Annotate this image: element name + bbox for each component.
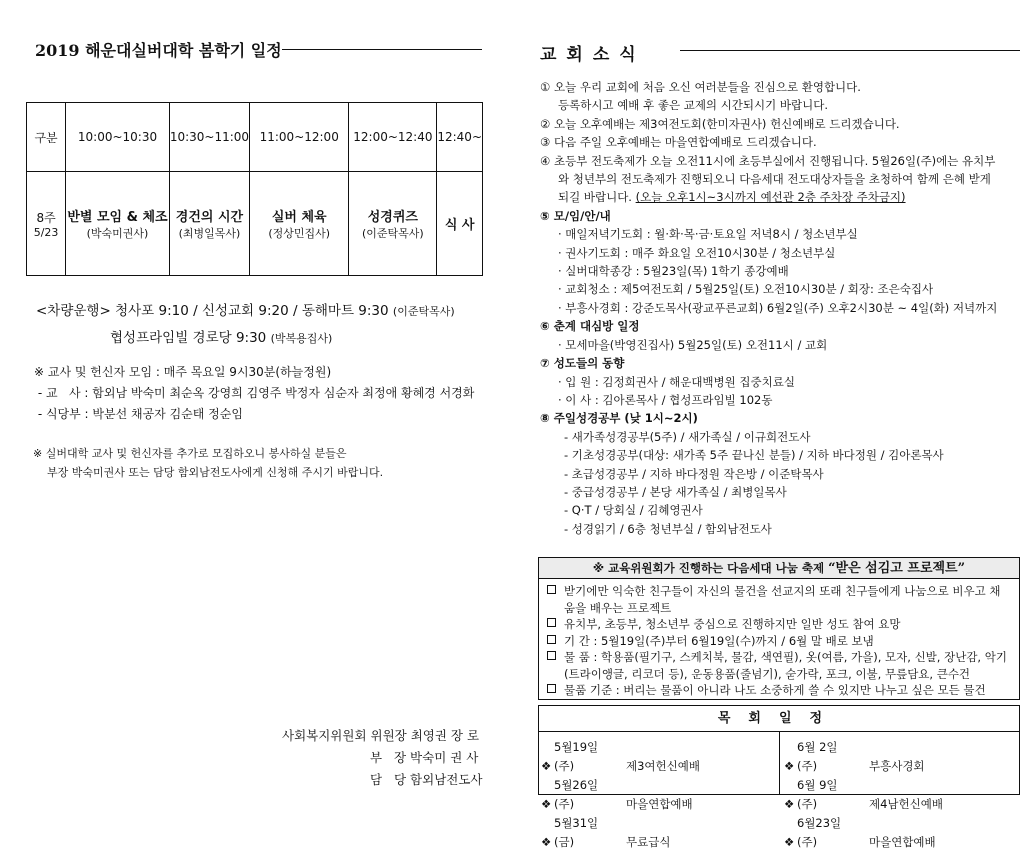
- news-item-text: 되길 바랍니다.: [558, 190, 636, 205]
- news-item-text: - 중급성경공부 / 본당 새가족실 / 최병일목사: [564, 484, 787, 499]
- news-item: [540, 483, 1020, 501]
- news-item-text: - 초급성경공부 / 지하 바다정원 작은방 / 이준탁목사: [564, 466, 824, 481]
- news-item-text: ⑤ 모/임/안/내: [540, 208, 611, 223]
- news-item-text: · 모세마을(박영진집사) 5월25일(토) 오전11시 / 교회: [558, 337, 828, 352]
- news-item-text: · 권사기도회 : 매주 화요일 오전10시30분 / 청소년부실: [558, 245, 836, 260]
- pastoral-event: 무료급식: [626, 835, 671, 849]
- news-item-text: ⑥ 춘계 대심방 일정: [540, 319, 640, 334]
- news-item: [540, 96, 1020, 114]
- shuttle-driver: (박복용집사): [270, 332, 333, 345]
- committee-signers: [282, 725, 483, 791]
- session-leader: (박숙미권사): [86, 227, 149, 240]
- header-cell: 10:00~10:30: [66, 103, 170, 172]
- header-cell: 12:40~: [437, 103, 483, 172]
- flower-bullet-icon: ❖: [541, 759, 552, 773]
- volunteer-info: [34, 362, 474, 425]
- news-item: [540, 391, 1020, 409]
- shuttle-route: 협성프라임빌 경로당 9:30: [110, 330, 267, 346]
- flower-bullet-icon: ❖: [784, 797, 795, 811]
- pastoral-date: 5월26일(주): [554, 778, 599, 811]
- session-title: 성경퀴즈: [367, 210, 418, 225]
- news-item: [540, 317, 1020, 335]
- recruit-line: ※ 실버대학 교사 및 헌신자를 추가로 모집하오니 봉사하실 분들은: [33, 447, 347, 460]
- festival-line-text: 받기에만 익숙한 친구들이 자신의 물건을 선교지의 또래 친구들에게 나눔으로 비우고 채: [564, 584, 1001, 598]
- session-leader: (정상민집사): [268, 227, 331, 240]
- news-item-text: · 교회청소 : 제5여전도회 / 5월25일(토) 오전10시30분 / 회장: 조은숙집사: [558, 282, 934, 297]
- pastoral-event: 제3여헌신예배: [626, 759, 700, 773]
- news-item-text: · 매일저녁기도회 : 월·화·목·금·토요일 저녁8시 / 청소년부실: [558, 227, 858, 242]
- session-cell: [437, 172, 483, 276]
- news-item: [540, 409, 1020, 427]
- signer-line: 사회복지위원회 위원장 최영권 장 로: [282, 728, 480, 743]
- session-leader: (최병일목사): [178, 227, 241, 240]
- recruit-notice: [33, 444, 383, 482]
- news-item: [540, 336, 1020, 354]
- pastoral-event: 부흥사경회: [869, 759, 925, 773]
- festival-line: [547, 616, 1011, 633]
- news-item-notice: (오늘 오후1시~3시까지 예선관 2층 주차장 주차금지): [635, 190, 906, 205]
- news-item-text: · 실버대학종강 : 5월23일(목) 1학기 종강예배: [558, 264, 789, 279]
- festival-heading: [539, 558, 1019, 579]
- week-label: 8주: [36, 210, 56, 225]
- festival-line: [547, 682, 1011, 699]
- news-item: [540, 244, 1020, 262]
- pastoral-entry: [541, 814, 779, 852]
- header-cell: 10:30~11:00: [169, 103, 249, 172]
- news-item: [540, 354, 1020, 372]
- festival-project-name: “받은 섬김고 프로젝트”: [828, 561, 966, 576]
- pastoral-date: 6월23일(주): [797, 816, 842, 849]
- session-cell: [349, 172, 437, 276]
- pastoral-schedule-grid: [539, 732, 1019, 849]
- news-item: [540, 373, 1020, 391]
- session-title: 식 사: [444, 218, 475, 233]
- news-item-text: - 새가족성경공부(5주) / 새가족실 / 이규희전도사: [564, 429, 811, 444]
- pastoral-date: 5월31일(금): [554, 816, 599, 849]
- pastoral-date: 6월 9일(주): [797, 778, 838, 811]
- session-cell: [169, 172, 249, 276]
- header-cell: 구분: [27, 103, 66, 172]
- signer-line: 부 장 박숙미 권 사: [370, 750, 479, 765]
- pastoral-entry: [541, 776, 779, 814]
- news-item: [540, 170, 1020, 188]
- church-news-list: [540, 78, 1020, 538]
- square-bullet-icon: [547, 618, 556, 627]
- title-rule: [680, 50, 1020, 51]
- week-cell: [27, 172, 66, 276]
- festival-line-text: 물 품 : 학용품(필기구, 스케치북, 물감, 색연필), 옷(여름, 가을), 모자, 신발, 장난감, 악기: [564, 650, 1007, 664]
- header-cell: 12:00~12:40: [349, 103, 437, 172]
- news-item-text: 등록하시고 예배 후 좋은 교제의 시간되시기 바랍니다.: [558, 98, 828, 113]
- pastoral-column-may: [539, 732, 779, 849]
- news-item-text: - 성경읽기 / 6층 청년부실 / 함외남전도사: [564, 521, 772, 536]
- schedule-header-row: [27, 103, 483, 172]
- festival-line: [547, 600, 1011, 617]
- news-item: [540, 133, 1020, 151]
- festival-box: [538, 557, 1020, 700]
- shuttle-info: [36, 298, 455, 352]
- pastoral-schedule-box: [538, 705, 1020, 849]
- festival-body: [539, 579, 1019, 703]
- pastoral-entry: [784, 776, 1019, 814]
- pastoral-entry: [541, 738, 779, 776]
- square-bullet-icon: [547, 635, 556, 644]
- festival-line-text: 유치부, 초등부, 청소년부 중심으로 진행하지만 일반 성도 참여 요망: [564, 617, 901, 631]
- pastoral-event: 마을연합예배: [869, 835, 936, 849]
- schedule-title: 2019 해운대실버대학 봄학기 일정: [35, 41, 282, 60]
- festival-line-text: 기 간 : 5월19일(주)부터 6월19일(수)까지 / 6월 말 배로 보냄: [564, 633, 874, 648]
- pastoral-event: 마을연합예배: [626, 797, 693, 811]
- news-item-text: ② 오늘 오후예배는 제3여전도회(한미자권사) 헌신예배로 드리겠습니다.: [540, 116, 900, 131]
- festival-line: [547, 633, 1011, 650]
- news-item: [540, 501, 1020, 519]
- shuttle-driver: (이준탁목사): [392, 305, 455, 318]
- festival-line-text: 물품 기준 : 버리는 물품이 아니라 나도 소중하게 쓸 수 있지만 나누고 싶은 모든 물건: [564, 683, 986, 697]
- church-news-title: 교회소식: [540, 45, 646, 65]
- news-item-text: ⑦ 성도들의 동향: [540, 356, 625, 371]
- teacher-list: - 교 사 : 함외남 박숙미 최순옥 강영희 김영주 박정자 심순자 최정애 황혜경 서경화: [34, 386, 475, 400]
- news-item-text: - 기초성경공부(대상: 새가족 5주 끝나신 분들) / 지하 바다정원 / 김아론목사: [564, 448, 944, 463]
- news-item: [540, 465, 1020, 483]
- festival-line: [547, 583, 1011, 600]
- news-item-text: · 입 원 : 김정희권사 / 해운대백병원 집중치료실: [558, 374, 795, 389]
- schedule-table: [26, 102, 483, 276]
- festival-line-text: 움을 배우는 프로젝트: [564, 600, 672, 615]
- shuttle-line: [36, 325, 455, 352]
- session-leader: (이준탁목사): [362, 227, 424, 240]
- session-cell: [66, 172, 170, 276]
- festival-line: [547, 666, 1011, 683]
- pastoral-column-june: [779, 732, 1019, 849]
- pastoral-event: 제4남헌신예배: [869, 797, 943, 811]
- square-bullet-icon: [547, 585, 556, 594]
- news-item: [540, 78, 1020, 96]
- news-item-text: · 부흥사경회 : 강준도목사(광교푸른교회) 6월2일(주) 오후2시30분 ~ 4일(화) 저녁까지: [558, 300, 998, 315]
- session-cell: [250, 172, 349, 276]
- pastoral-entry: [784, 738, 1019, 776]
- schedule-row: [27, 172, 483, 276]
- news-item-text: ④ 초등부 전도축제가 오늘 오전11시에 초등부실에서 진행됩니다. 5월26일(주)에는 유치부: [540, 153, 996, 168]
- news-item-text: ⑧ 주일성경공부 (낮 1시~2시): [540, 411, 698, 426]
- news-item: [540, 446, 1020, 464]
- pastoral-date: 5월19일(주): [554, 740, 599, 773]
- flower-bullet-icon: ❖: [784, 835, 795, 849]
- flower-bullet-icon: ❖: [541, 797, 552, 811]
- session-title: 반별 모임 & 체조: [67, 210, 168, 225]
- festival-line-text: (트라이앵글, 리코더 등), 운동용품(줄넘기), 숟가락, 포크, 이불, 무릎담요, 큰수건: [564, 666, 971, 681]
- news-item-text: ③ 다음 주일 오후예배는 마을연합예배로 드리겠습니다.: [540, 135, 817, 150]
- news-item: [540, 520, 1020, 538]
- pastoral-schedule-title: 목회일정: [539, 706, 1019, 732]
- kitchen-list: - 식당부 : 박분선 채공자 김순태 정순임: [34, 407, 243, 421]
- title-rule: [282, 49, 482, 50]
- shuttle-route: <차량운행> 청사포 9:10 / 신성교회 9:20 / 동해마트 9:30: [36, 303, 389, 319]
- news-item-text: - Q·T / 당회실 / 김혜영권사: [564, 503, 703, 518]
- pastoral-date: 6월 2일(주): [797, 740, 838, 773]
- volunteer-meeting: ※ 교사 및 헌신자 모임 : 매주 목요일 9시30분(하늘정원): [34, 365, 332, 379]
- news-item: [540, 225, 1020, 243]
- shuttle-line: [36, 298, 455, 325]
- signer-line: 담 당 함외남전도사: [370, 772, 483, 787]
- pastoral-entry: [784, 814, 1019, 852]
- festival-line: [547, 649, 1011, 666]
- square-bullet-icon: [547, 684, 556, 693]
- header-cell: 11:00~12:00: [250, 103, 349, 172]
- recruit-line: 부장 박숙미권사 또는 담당 함외남전도사에게 신청해 주시기 바랍니다.: [47, 466, 384, 479]
- news-item: [540, 299, 1020, 317]
- flower-bullet-icon: ❖: [541, 835, 552, 849]
- news-item: [540, 428, 1020, 446]
- news-item: [540, 188, 1020, 206]
- festival-heading-text: ※ 교육위원회가 진행하는 다음세대 나눔 축제: [592, 561, 829, 575]
- news-item-text: 와 청년부의 전도축제가 진행되오니 다음세대 전도대상자들을 초청하여 함께 은혜 받게: [558, 172, 991, 187]
- week-date: 5/23: [33, 225, 59, 239]
- session-title: 경건의 시간: [175, 210, 244, 225]
- square-bullet-icon: [547, 651, 556, 660]
- session-title: 실버 체육: [271, 210, 327, 225]
- news-item: [540, 280, 1020, 298]
- flower-bullet-icon: ❖: [784, 759, 795, 773]
- news-item-text: ① 오늘 우리 교회에 처음 오신 여러분들을 진심으로 환영합니다.: [540, 80, 861, 94]
- news-item: [540, 207, 1020, 225]
- news-item: [540, 115, 1020, 133]
- news-item-text: · 이 사 : 김아론목사 / 협성프라임빌 102동: [558, 392, 773, 407]
- news-item: [540, 152, 1020, 170]
- news-item: [540, 262, 1020, 280]
